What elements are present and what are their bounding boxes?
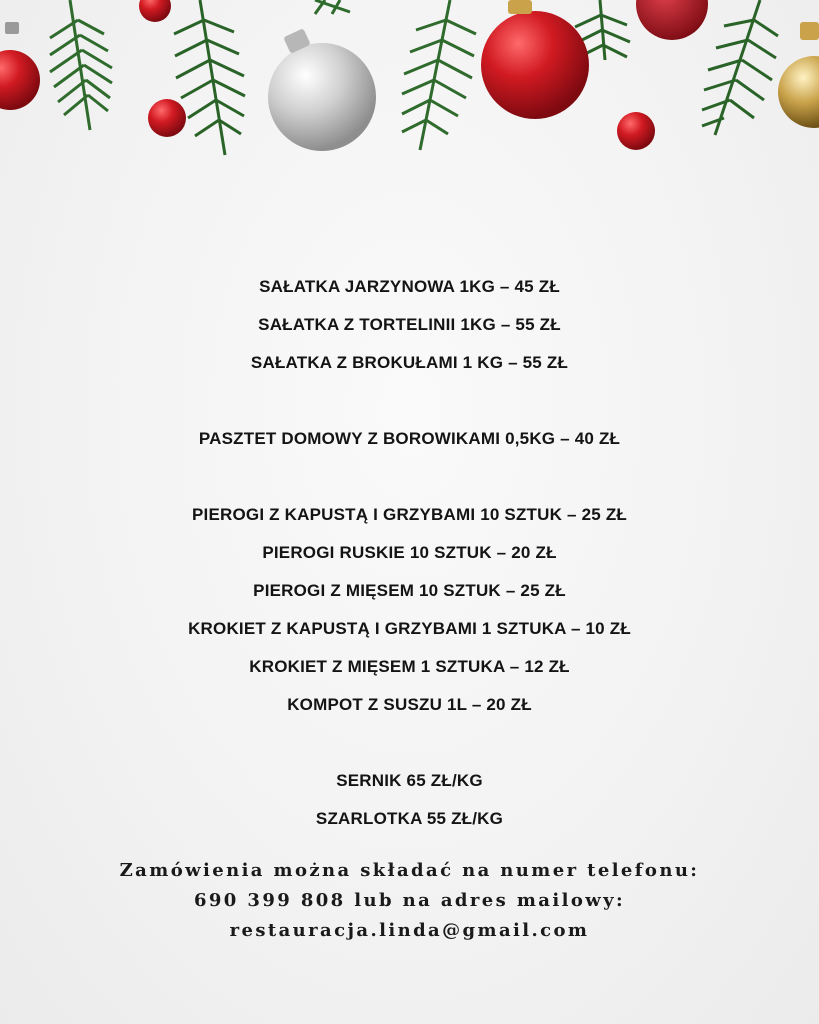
menu-spacer [0, 382, 819, 420]
menu-item: SERNIK 65 ZŁ/KG [336, 771, 483, 790]
menu-item: PIEROGI Z KAPUSTĄ I GRZYBAMI 10 SZTUK – 25 ZŁ [192, 505, 627, 524]
small-red-ornament [148, 99, 186, 137]
pine-branch-left-2 [174, 0, 245, 155]
ornament-cap [800, 22, 819, 40]
red-ornament-large [481, 11, 589, 119]
menu-spacer [0, 724, 819, 762]
ornament-cap [5, 22, 19, 34]
ornament-cap [508, 0, 532, 14]
menu-item: KROKIET Z KAPUSTĄ I GRZYBAMI 1 SZTUKA – 10 ZŁ [188, 619, 631, 638]
red-glitter-ornament [636, 0, 708, 40]
menu-item: SAŁATKA JARZYNOWA 1KG – 45 ZŁ [259, 277, 560, 296]
pine-branch-top-center [315, 0, 350, 14]
menu-list [0, 268, 819, 838]
pine-branch-center [402, 0, 476, 150]
menu-item: PIEROGI RUSKIE 10 SZTUK – 20 ZŁ [262, 543, 557, 562]
christmas-decoration-header [0, 0, 819, 190]
contact-email: restauracja.linda@gmail.com [229, 920, 590, 941]
menu-item: PASZTET DOMOWY Z BOROWIKAMI 0,5KG – 40 ZŁ [198, 429, 621, 448]
contact-line-1: Zamówienia można składać na numer telefonu: [119, 860, 700, 881]
small-red-ornament [139, 0, 171, 22]
menu-item: PIEROGI Z MIĘSEM 10 SZTUK – 25 ZŁ [253, 581, 566, 600]
menu-item: SAŁATKA Z BROKUŁAMI 1 KG – 55 ZŁ [250, 353, 569, 372]
pine-branch-left [50, 0, 112, 130]
contact-phone-line: 690 399 808 lub na adres mailowy: [193, 890, 626, 911]
menu-spacer [0, 458, 819, 496]
menu-item: KROKIET Z MIĘSEM 1 SZTUKA – 12 ZŁ [249, 657, 570, 676]
gold-ornament [778, 56, 819, 128]
menu-item: SAŁATKA Z TORTELINII 1KG – 55 ZŁ [258, 315, 561, 334]
small-red-ornament [617, 112, 655, 150]
order-contact-info [0, 856, 819, 946]
menu-item: SZARLOTKA 55 ZŁ/KG [315, 809, 504, 828]
red-ornament-left [0, 50, 40, 110]
silver-ornament [268, 43, 376, 151]
menu-item: KOMPOT Z SUSZU 1L – 20 ZŁ [287, 695, 532, 714]
